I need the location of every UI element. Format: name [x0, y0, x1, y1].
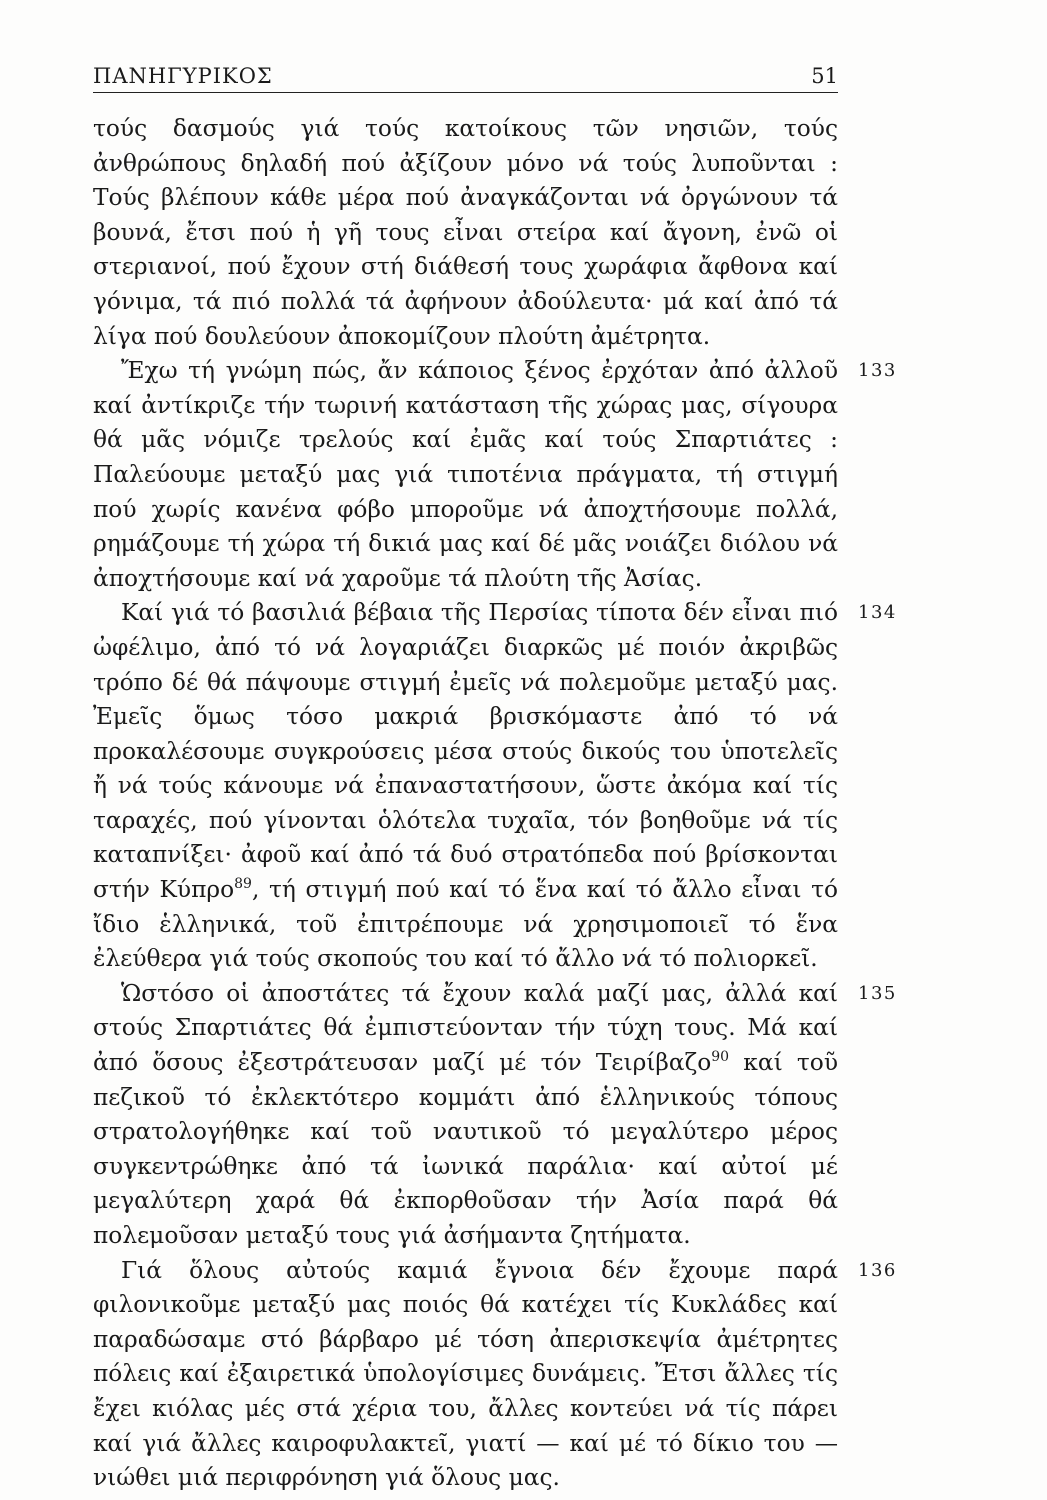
body-text: [93, 112, 897, 1496]
page-number: 51: [811, 64, 838, 88]
section-number-136: 136: [858, 1259, 897, 1281]
section-number-134: 134: [858, 602, 897, 624]
paragraph-134: [93, 596, 897, 977]
paragraph-1: [93, 112, 838, 354]
paragraph-text-continued: , τή στιγμή πού καί τό ἕνα καί τό ἄλλο εἶναι τό ἴδιο ἑλληνικά, τοῦ ἐπιτρέπουμε νά χρησιμοποιεῖ τό ἕνα ἐλεύθερα γιά τούς σκοπούς του καί τό ἄλλο νά τό πολιορκεῖ.: [93, 876, 838, 973]
paragraph-text: Γιά ὅλους αὐτούς καμιά ἔγνοια δέν ἔχουμε παρά φιλονικοῦμε μεταξύ μας ποιός θά κατέχει τίς Κυκλάδες καί παραδώσαμε στό βάρβαρο μέ τόση ἀπερισκεψία ἀμέτρητες πόλεις καί ἐξαιρετικά ὑπολογίσιμες δυνάμεις. Ἔτσι ἄλλες τίς ἔχει κιόλας μές στά χέρια του, ἄλλες κοντεύει νά τίς πάρει καί γιά ἄλλες καιροφυλακτεῖ, γιατί — καί μέ τό δίκιο του — νιώθει μιά περιφρόνηση γιά ὅλους μας.: [93, 1256, 838, 1492]
paragraph-133: [93, 354, 897, 596]
paragraph-text-continued: καί τοῦ πεζικοῦ τό ἐκλεκτότερο κομμάτι ἀπό ἑλληνικούς τόπους στρατολογήθηκε καί τοῦ ναυτικοῦ τό μεγαλύτερο μέρος συγκεντρώθηκε ἀπό τά ἰωνικά παράλια· καί αὐτοί μέ μεγαλύτερη χαρά θά ἐκπορθοῦσαν τήν Ἀσία παρά θά πολεμοῦσαν μεταξύ τους γιά ἀσήμαντα ζητήματα.: [93, 1049, 838, 1249]
paragraph-text: Καί γιά τό βασιλιά βέβαια τῆς Περσίας τίποτα δέν εἶναι πιό ὠφέλιμο, ἀπό τό νά λογαριάζει διαρκῶς μέ ποιόν ἀκριβῶς τρόπο δέ θά πάψουμε στιγμή ἐμεῖς νά πολεμοῦμε μεταξύ μας. Ἐμεῖς ὅμως τόσο μακριά βρισκόμαστε ἀπό τό νά προκαλέσουμε συγκρούσεις μέσα στούς δικούς του ὑποτελεῖς ἤ νά τούς κάνουμε νά ἐπαναστατήσουν, ὥστε ἀκόμα καί τίς ταραχές, πού γίνονται ὁλότελα τυχαῖα, τόν βοηθοῦμε νά τίς καταπνίξει· ἀφοῦ καί ἀπό τά δυό στρατόπεδα πού βρίσκονται στήν Κύπρο: [93, 599, 838, 904]
running-title: ΠΑΝΗΓΥΡΙΚΟΣ: [93, 64, 273, 88]
paragraph-text: Ὡστόσο οἱ ἀποστάτες τά ἔχουν καλά μαζί μας, ἀλλά καί στούς Σπαρτιάτες θά ἐμπιστεύονταν τήν τύχη τους. Μά καί ἀπό ὅσους ἐξεστράτευσαν μαζί μέ τόν Τειρίβαζο: [93, 979, 838, 1077]
section-number-135: 135: [858, 982, 897, 1004]
paragraph-136: [93, 1254, 897, 1496]
footnote-marker-90: 90: [711, 1049, 730, 1066]
page-header: [93, 62, 838, 93]
paragraph-135: [93, 977, 897, 1254]
paragraph-text: τούς δασμούς γιά τούς κατοίκους τῶν νησιῶν, τούς ἀνθρώπους δηλαδή πού ἀξίζουν μόνο νά τούς λυποῦνται : Τούς βλέπουν κάθε μέρα πού ἀναγκάζονται νά ὀργώνουν τά βουνά, ἔτσι πού ἡ γῆ τους εἶναι στείρα καί ἄγονη, ἐνῶ οἱ στεριανοί, πού ἔχουν στή διάθεσή τους χωράφια ἄφθονα καί γόνιμα, τά πιό πολλά τά ἀφήνουν ἀδούλευτα· μά καί ἀπό τά λίγα πού δουλεύουν ἀποκομίζουν πλούτη ἀμέτρητα.: [93, 115, 838, 350]
paragraph-text: Ἔχω τή γνώμη πώς, ἄν κάποιος ξένος ἐρχόταν ἀπό ἀλλοῦ καί ἀντίκριζε τήν τωρινή κατάσταση τῆς χώρας μας, σίγουρα θά μᾶς νόμιζε τρελούς καί ἐμᾶς καί τούς Σπαρτιάτες : Παλεύουμε μεταξύ μας γιά τιποτένια πράγματα, τή στιγμή πού χωρίς κανένα φόβο μποροῦμε νά ἀποχτήσουμε πολλά, ρημάζουμε τή χώρα τή δικιά μας καί δέ μᾶς νοιάζει διόλου νά ἀποχτήσουμε καί νά χαροῦμε τά πλούτη τῆς Ἀσίας.: [93, 357, 838, 592]
footnote-marker-89: 89: [234, 876, 252, 893]
section-number-133: 133: [858, 360, 897, 382]
